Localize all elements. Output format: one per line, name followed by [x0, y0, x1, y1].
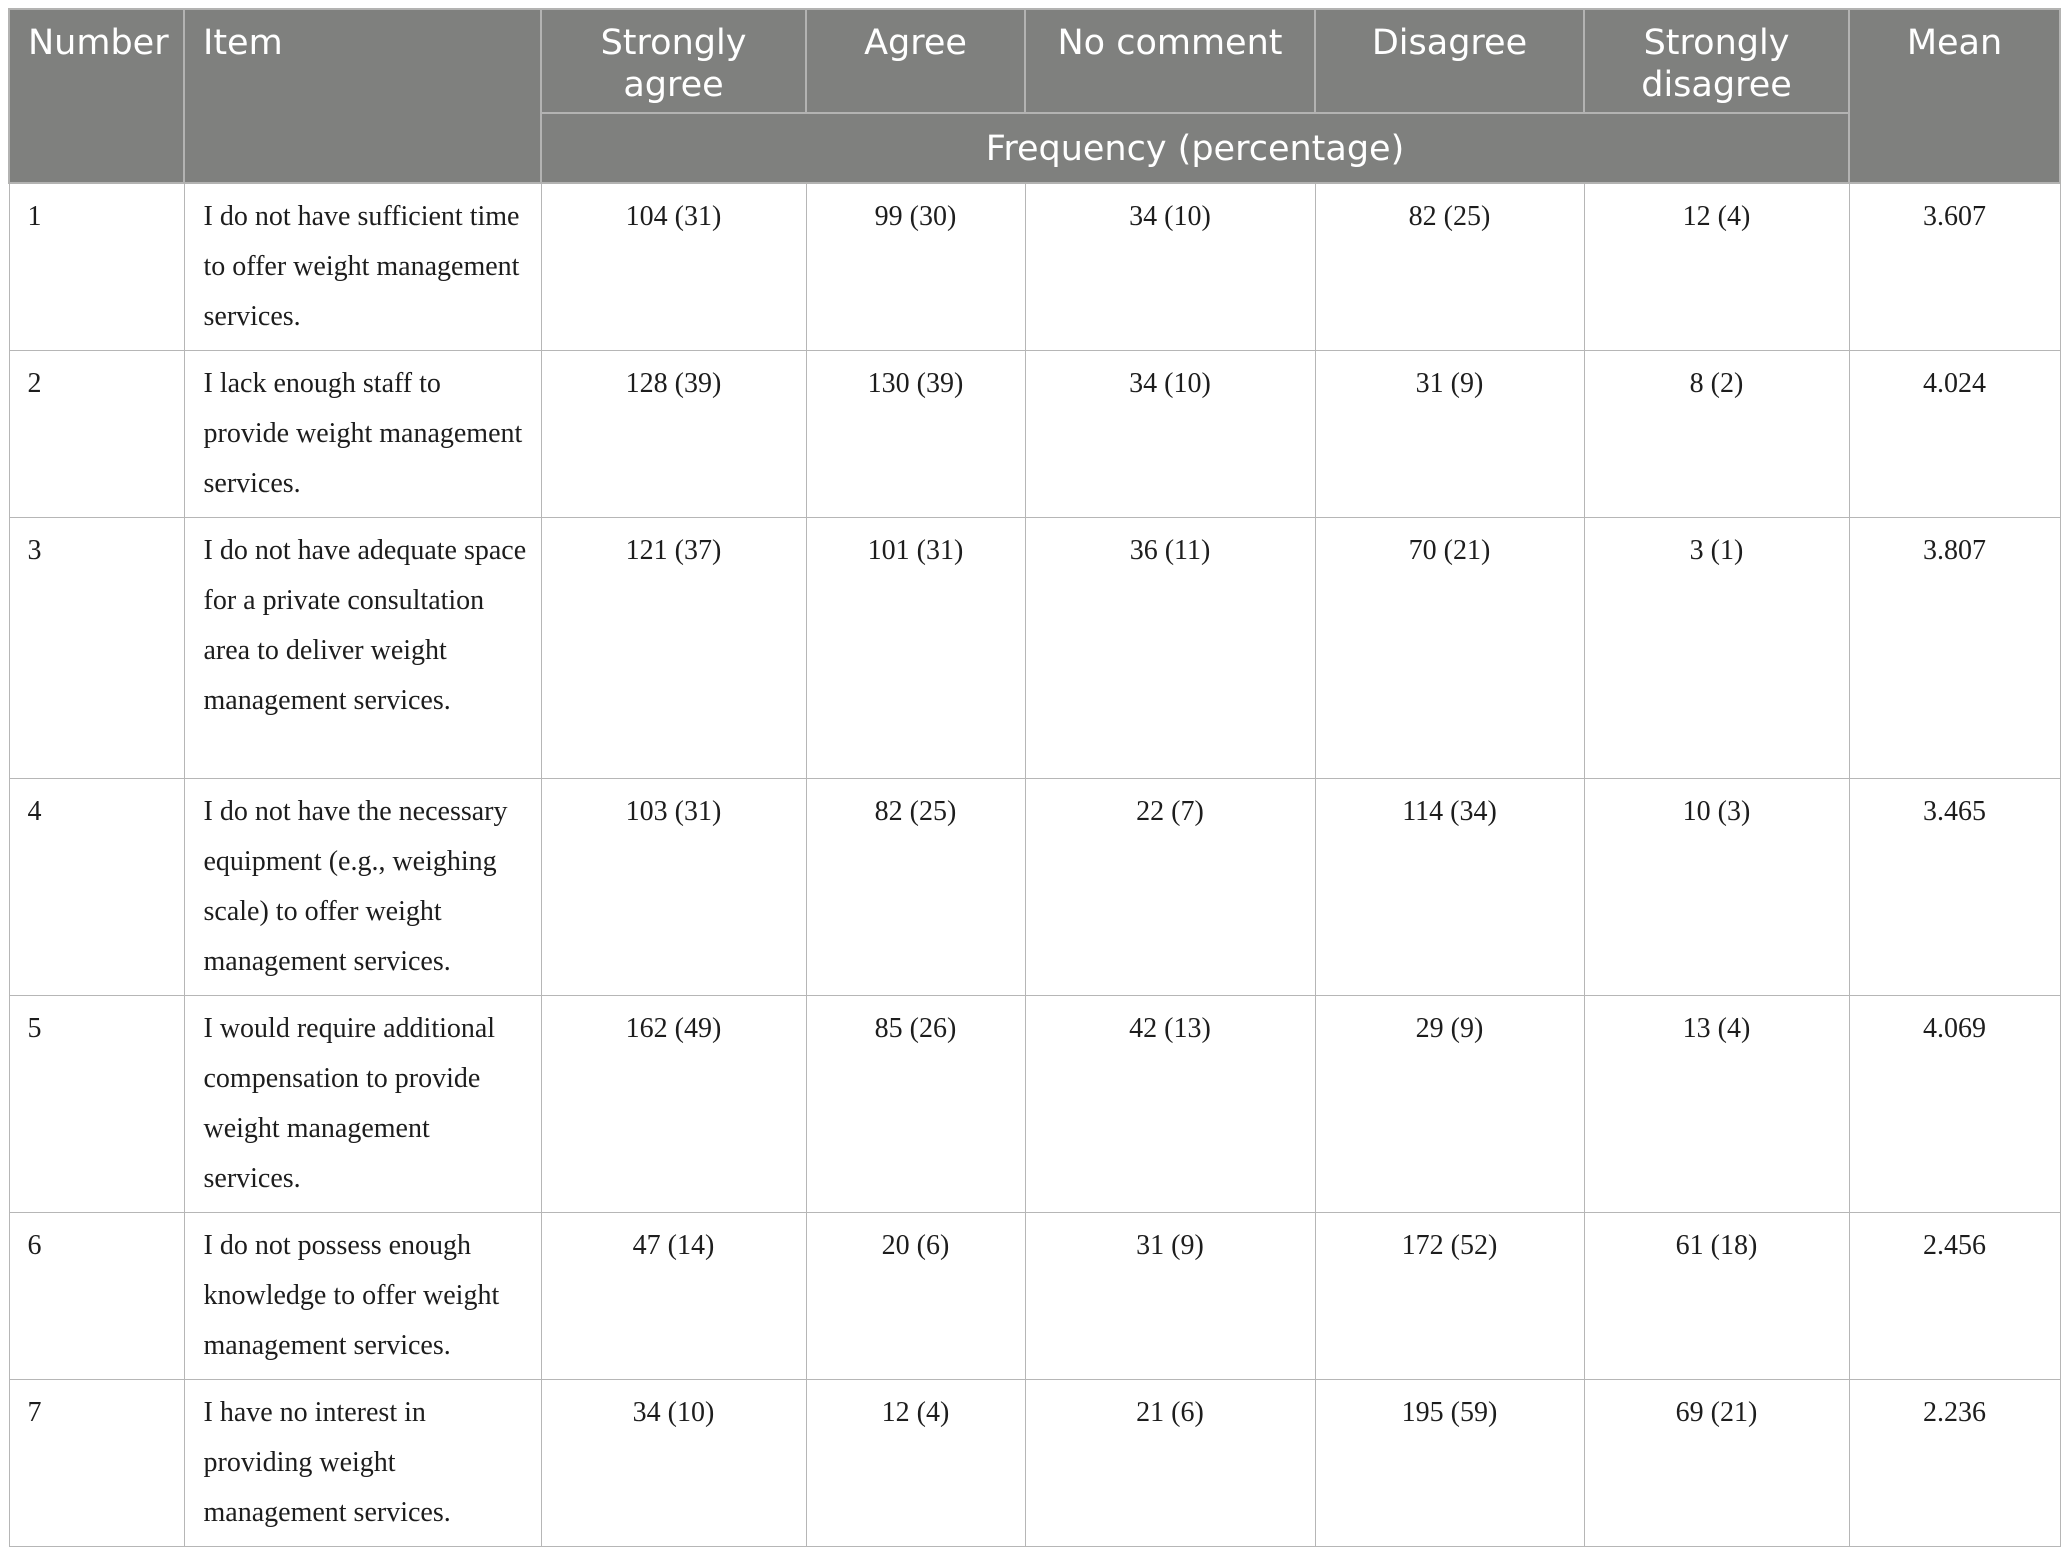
cell-disagree: 31 (9) [1315, 351, 1584, 518]
cell-strongly-agree: 121 (37) [541, 518, 806, 779]
cell-number: 1 [9, 183, 184, 351]
table-row [9, 996, 2060, 1213]
cell-no-comment: 21 (6) [1025, 1380, 1315, 1547]
cell-strongly-disagree: 12 (4) [1584, 183, 1849, 351]
table-body [9, 183, 2060, 1547]
cell-no-comment: 22 (7) [1025, 779, 1315, 996]
cell-agree: 99 (30) [806, 183, 1025, 351]
cell-mean: 4.069 [1849, 996, 2060, 1213]
header-disagree: Disagree [1315, 9, 1584, 113]
table-row [9, 1213, 2060, 1380]
cell-no-comment: 36 (11) [1025, 518, 1315, 779]
cell-mean: 3.807 [1849, 518, 2060, 779]
cell-item: I would require additional compensation to provide weight management services. [184, 996, 541, 1213]
header-frequency: Frequency (percentage) [541, 113, 1849, 183]
cell-item: I do not have sufficient time to offer weight management services. [184, 183, 541, 351]
cell-agree: 101 (31) [806, 518, 1025, 779]
cell-number: 4 [9, 779, 184, 996]
cell-disagree: 172 (52) [1315, 1213, 1584, 1380]
table-row [9, 351, 2060, 518]
cell-strongly-agree: 104 (31) [541, 183, 806, 351]
cell-strongly-disagree: 69 (21) [1584, 1380, 1849, 1547]
header-no-comment: No comment [1025, 9, 1315, 113]
table-header [9, 9, 2060, 183]
cell-number: 7 [9, 1380, 184, 1547]
cell-strongly-disagree: 10 (3) [1584, 779, 1849, 996]
cell-no-comment: 42 (13) [1025, 996, 1315, 1213]
cell-mean: 4.024 [1849, 351, 2060, 518]
header-strongly-disagree: Strongly disagree [1584, 9, 1849, 113]
cell-item: I have no interest in providing weight management services. [184, 1380, 541, 1547]
cell-item: I do not possess enough knowledge to offer weight management services. [184, 1213, 541, 1380]
cell-mean: 3.465 [1849, 779, 2060, 996]
cell-disagree: 29 (9) [1315, 996, 1584, 1213]
cell-number: 6 [9, 1213, 184, 1380]
cell-disagree: 195 (59) [1315, 1380, 1584, 1547]
survey-table [8, 8, 2061, 1547]
cell-strongly-agree: 162 (49) [541, 996, 806, 1213]
cell-strongly-agree: 128 (39) [541, 351, 806, 518]
table-row [9, 518, 2060, 779]
cell-strongly-disagree: 8 (2) [1584, 351, 1849, 518]
cell-number: 5 [9, 996, 184, 1213]
cell-number: 2 [9, 351, 184, 518]
cell-disagree: 114 (34) [1315, 779, 1584, 996]
cell-item: I lack enough staff to provide weight management services. [184, 351, 541, 518]
cell-agree: 130 (39) [806, 351, 1025, 518]
header-agree: Agree [806, 9, 1025, 113]
cell-agree: 85 (26) [806, 996, 1025, 1213]
header-mean: Mean [1849, 9, 2060, 183]
cell-strongly-disagree: 3 (1) [1584, 518, 1849, 779]
cell-item: I do not have the necessary equipment (e.g., weighing scale) to offer weight management services. [184, 779, 541, 996]
table-row [9, 1380, 2060, 1547]
cell-number: 3 [9, 518, 184, 779]
cell-strongly-disagree: 13 (4) [1584, 996, 1849, 1213]
cell-strongly-agree: 34 (10) [541, 1380, 806, 1547]
cell-agree: 12 (4) [806, 1380, 1025, 1547]
cell-item: I do not have adequate space for a private consultation area to deliver weight management services. [184, 518, 541, 779]
cell-agree: 20 (6) [806, 1213, 1025, 1380]
cell-mean: 2.236 [1849, 1380, 2060, 1547]
table-row [9, 183, 2060, 351]
cell-mean: 2.456 [1849, 1213, 2060, 1380]
cell-strongly-disagree: 61 (18) [1584, 1213, 1849, 1380]
cell-disagree: 82 (25) [1315, 183, 1584, 351]
cell-disagree: 70 (21) [1315, 518, 1584, 779]
cell-no-comment: 34 (10) [1025, 351, 1315, 518]
cell-strongly-agree: 103 (31) [541, 779, 806, 996]
cell-no-comment: 34 (10) [1025, 183, 1315, 351]
cell-mean: 3.607 [1849, 183, 2060, 351]
cell-no-comment: 31 (9) [1025, 1213, 1315, 1380]
table-row [9, 779, 2060, 996]
cell-agree: 82 (25) [806, 779, 1025, 996]
header-strongly-agree: Strongly agree [541, 9, 806, 113]
cell-strongly-agree: 47 (14) [541, 1213, 806, 1380]
header-item: Item [184, 9, 541, 183]
header-number: Number [9, 9, 184, 183]
